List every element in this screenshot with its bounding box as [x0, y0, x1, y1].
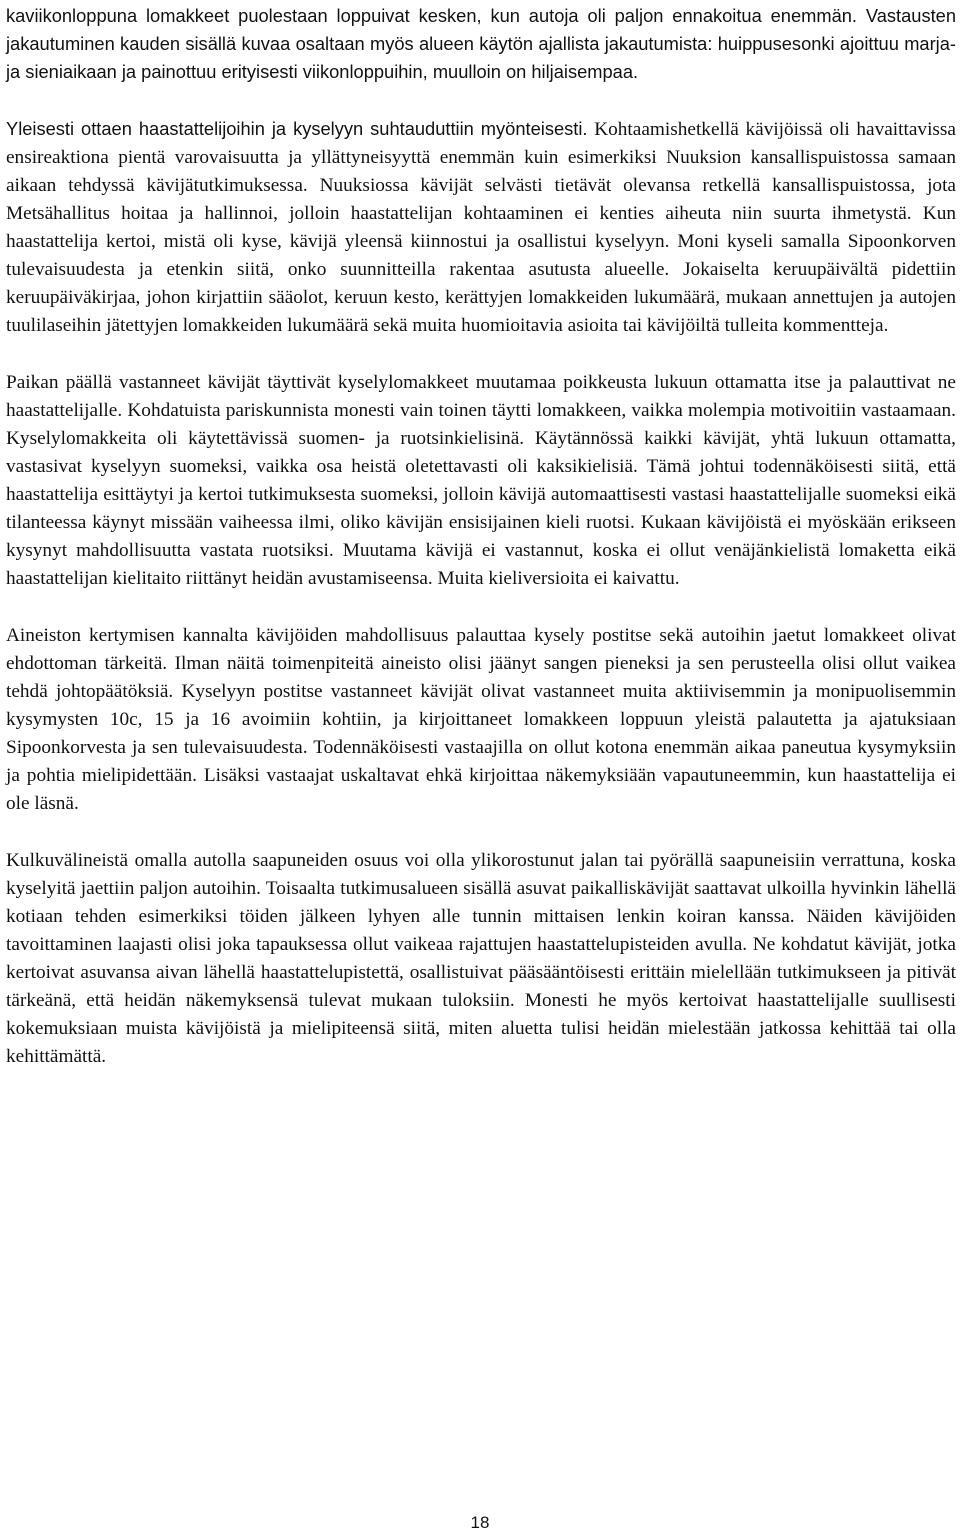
paragraph-gap	[6, 818, 956, 847]
paragraph-gap	[6, 86, 956, 115]
paragraph-5: Kulkuvälineistä omalla autolla saapuneiden osuus voi olla ylikorostunut jalan tai pyörällä saapuneisiin verrattuna, koska kyselyitä jaettiin paljon autoihin. Toisaalta tutkimusalueen sisällä asuvat paikalliskävijät saattavat ulkoilla hyvinkin lähellä kotiaan tehden esimerkiksi töiden jälkeen lyhyen alle tunnin mittaisen lenkin koiran kanssa. Näiden kävijöiden tavoittaminen laajasti olisi joka tapauksessa ollut vaikeaa rajattujen haastattelupisteiden avulla. Ne kohdatut kävijät, jotka kertoivat asuvansa aivan lähellä haastattelupistettä, osallistuivat pääsääntöisesti erittäin mielellään tutkimukseen ja pitivät tärkeänä, että heidän näkemyksensä tulevat mukaan tuloksiin. Monesti he myös kertoivat haastattelijalle suullisesti kokemuksiaan muista kävijöistä ja mielipiteensä siitä, miten aluetta tulisi heidän mielestään jatkossa kehittää tai olla kehittämättä.	[6, 850, 956, 1067]
paragraph-3: Paikan päällä vastanneet kävijät täyttivät kyselylomakkeet muutamaa poikkeusta lukuun ottamatta itse ja palauttivat ne haastattelijalle. Kohdatuista pariskunnista monesti vain toinen täytti lomakkeen, vaikka molempia motivoitiin vastaamaan. Kyselylomakkeita oli käytettävissä suomen- ja ruotsinkielisinä. Käytännössä kaikki kävijät, yhtä lukuun ottamatta, vastasivat kyselyyn suomeksi, vaikka osa heistä oletettavasti oli kaksikielisiä. Tämä johtui todennäköisesti siitä, että haastattelija esittäytyi ja kertoi tutkimuksesta suomeksi, jolloin kävijä automaattisesti vastasi haastattelijalle suomeksi eikä tilanteessa käynyt missään vaiheessa ilmi, oliko kävijän ensisijainen kieli ruotsi. Kukaan kävijöistä ei myöskään erikseen kysynyt mahdollisuutta vastata ruotsiksi. Muutama kävijä ei vastannut, koska ei ollut venäjänkielistä lomaketta eikä haastattelijan kielitaito riittänyt heidän avustamiseensa. Muita kieliversioita ei kaivattu.	[6, 372, 956, 589]
paragraph-gap	[6, 340, 956, 369]
paragraph-2-body: Kohtaamishetkellä kävijöissä oli havaittavissa ensireaktiona pientä varovaisuutta ja yllättyneisyyttä enemmän kuin esimerkiksi Nuuksion kansallispuistossa samaan aikaan tehdyssä kävijätutkimuksessa. Nuuksiossa kävijät selvästi tietävät olevansa retkellä kansallispuistossa, jota Metsähallitus hoitaa ja hallinnoi, jolloin haastattelijan kohtaaminen ei kenties aiheuta niin suurta ihmetystä. Kun haastattelija kertoi, mistä oli kyse, kävijä yleensä kiinnostui ja osallistui kyselyyn. Moni kyseli samalla Sipoonkorven tulevaisuudesta ja etenkin siitä, onko suunnitteilla rakentaa asutusta alueelle. Jokaiselta keruupäivältä pidettiin keruupäiväkirjaa, johon kirjattiin sääolot, keruun kesto, kerättyjen lomakkeiden lukumäärä, mukaan annettujen ja autojen tuulilaseihin jätettyjen lomakkeiden lukumäärä sekä muita huomioitavia asioita tai kävijöiltä tulleita kommentteja.	[6, 119, 956, 336]
document-body	[6, 2, 956, 1071]
paragraph-gap	[6, 593, 956, 622]
paragraph-1: kaviikonloppuna lomakkeet puolestaan loppuivat kesken, kun autoja oli paljon ennakoitua enemmän. Vastausten jakautuminen kauden sisällä kuvaa osaltaan myös alueen käytön ajallista jakautumista: huippusesonki ajoittuu marja- ja sieniaikaan ja painottuu erityisesti viikonloppuihin, muulloin on hiljaisempaa.	[6, 5, 956, 82]
paragraph-2-lead: Yleisesti ottaen haastattelijoihin ja kyselyyn suhtauduttiin myönteisesti.	[6, 118, 588, 139]
paragraph-2	[6, 115, 956, 340]
paragraph-4: Aineiston kertymisen kannalta kävijöiden mahdollisuus palauttaa kysely postitse sekä autoihin jaetut lomakkeet olivat ehdottoman tärkeitä. Ilman näitä toimenpiteitä aineisto olisi jäänyt sangen pieneksi ja sen perusteella olisi ollut vaikea tehdä johtopäätöksiä. Kyselyyn postitse vastanneet kävijät olivat vastanneet muita aktiivisemmin ja monipuolisemmin kysymysten 10c, 15 ja 16 avoimiin kohtiin, ja kirjoittaneet lomakkeen loppuun yleistä palautetta ja ajatuksiaan Sipoonkorvesta ja sen tulevaisuudesta. Todennäköisesti vastaajilla on ollut kotona enemmän aikaa paneutua kysymyksiin ja pohtia mielipidettään. Lisäksi vastaajat uskaltavat ehkä kirjoittaa näkemyksiään vapautuneemmin, kun haastattelija ei ole läsnä.	[6, 625, 956, 814]
page-number: 18	[470, 1513, 490, 1532]
